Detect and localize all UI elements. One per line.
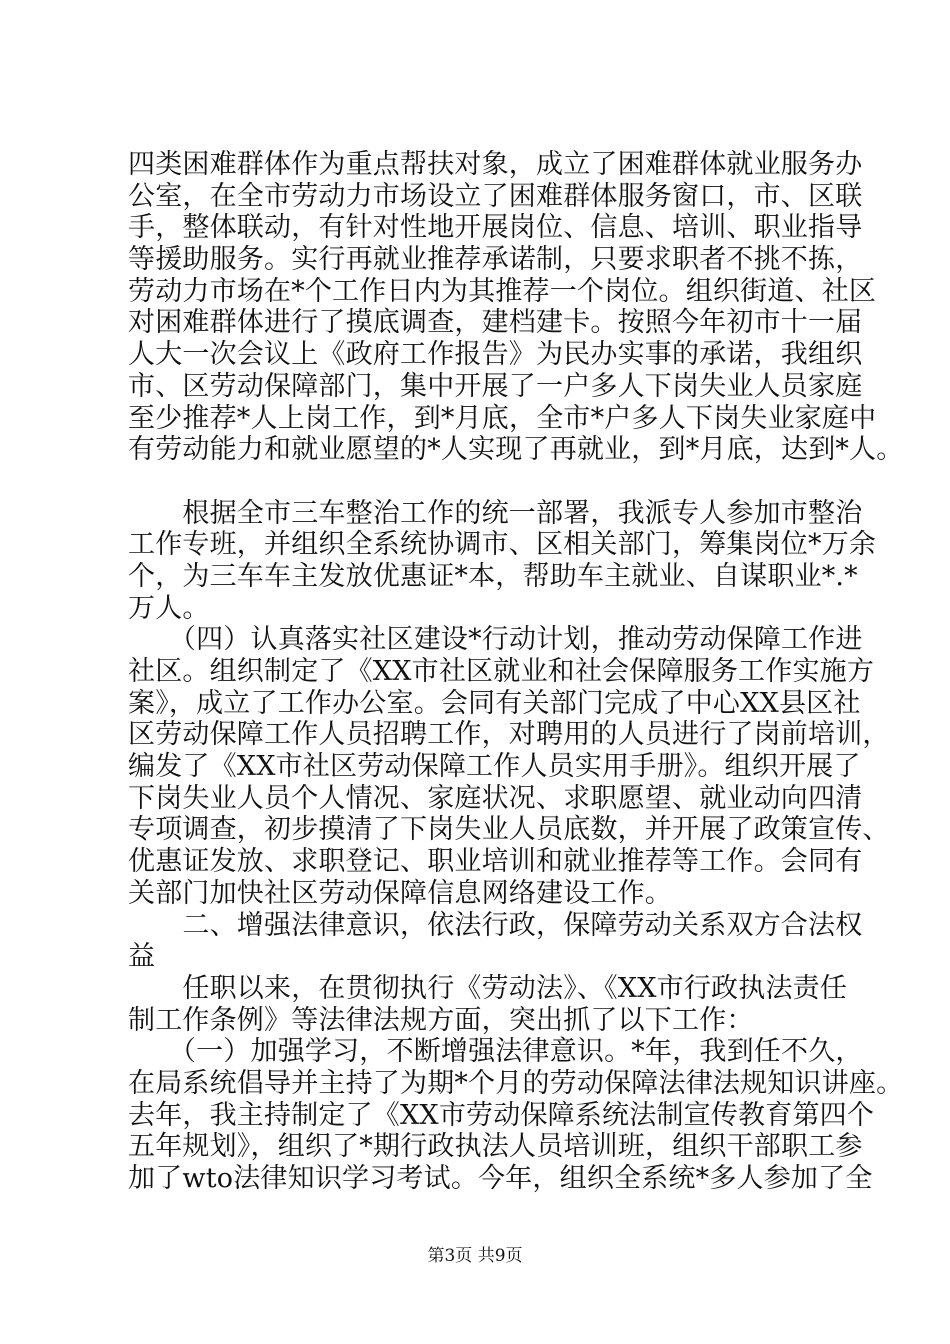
text-line: 市、区劳动保障部门，集中开展了一户多人下岗失业人员家庭: [128, 370, 863, 402]
text-line: 劳动力市场在*个工作日内为其推荐一个岗位。组织街道、社区: [128, 275, 877, 307]
text-line: 在局系统倡导并主持了为期*个月的劳动保障法律法规知识讲座。: [128, 1067, 904, 1099]
text-line: 案》，成立了工作办公室。会同有关部门完成了中心XX县区社: [128, 687, 861, 719]
text-line: 等援助服务。实行再就业推荐承诺制，只要求职者不挑不拣，: [128, 244, 863, 276]
text-line: 手，整体联动，有针对性地开展岗位、信息、培训、职业指导: [128, 212, 863, 244]
text-line: 至少推荐*人上岗工作，到*月底，全市*户多人下岗失业家庭中: [128, 402, 877, 434]
text-line: 公室，在全市劳动力市场设立了困难群体服务窗口，市、区联: [128, 180, 863, 212]
text-line: 制工作条例》等法律法规方面，突出抓了以下工作：: [128, 1004, 754, 1036]
text-line: 加了wto法律知识学习考试。今年，组织全系统*多人参加了全: [128, 1163, 873, 1194]
page-number-footer: 第3页 共9页: [427, 1246, 523, 1266]
text-line: 万人。: [128, 592, 210, 624]
text-line: 五年规划》，组织了*期行政执法人员培训班，组织干部职工参: [128, 1131, 863, 1163]
text-line: 区劳动保障工作人员招聘工作，对聘用的人员进行了岗前培训，: [128, 719, 890, 751]
text-line: 个，为三车车主发放优惠证*本，帮助车主就业、自谋职业*.*: [128, 560, 858, 592]
text-line: 有劳动能力和就业愿望的*人实现了再就业，到*月底，达到*人。: [128, 434, 904, 466]
text-line: （四）认真落实社区建设*行动计划，推动劳动保障工作进: [128, 624, 863, 656]
text-line: 对困难群体进行了摸底调查，建档建卡。按照今年初市十一届: [128, 307, 863, 339]
text-line: 去年，我主持制定了《XX市劳动保障系统法制宣传教育第四个: [128, 1099, 875, 1131]
text-line: 根据全市三车整治工作的统一部署，我派专人参加市整治: [128, 497, 863, 529]
text-line: 编发了《XX市社区劳动保障工作人员实用手册》。组织开展了: [128, 751, 861, 783]
text-line: 工作专班，并组织全系统协调市、区相关部门，筹集岗位*万余: [128, 529, 877, 561]
document-body: [128, 149, 904, 1195]
text-line: （一）加强学习，不断增强法律意识。*年，我到任不久，: [128, 1036, 863, 1068]
text-line: 下岗失业人员个人情况、家庭状况、求职愿望、就业动向四清: [128, 782, 863, 814]
section-heading-line: 益: [128, 941, 156, 973]
text-line: 人大一次会议上《政府工作报告》为民办实事的承诺，我组织: [128, 339, 863, 371]
text-line: 专项调查，初步摸清了下岗失业人员底数，并开展了政策宣传、: [128, 814, 890, 846]
text-line: 社区。组织制定了《XX市社区就业和社会保障服务工作实施方: [128, 656, 875, 687]
text-line: 四类困难群体作为重点帮扶对象，成立了困难群体就业服务办: [128, 149, 863, 180]
text-line: 任职以来，在贯彻执行《劳动法》、《XX市行政执法责任: [128, 972, 848, 1004]
text-line: 关部门加快社区劳动保障信息网络建设工作。: [128, 877, 672, 909]
text-line: 优惠证发放、求职登记、职业培训和就业推荐等工作。会同有: [128, 846, 863, 878]
section-heading-line: 二、增强法律意识，依法行政，保障劳动关系双方合法权: [128, 909, 863, 941]
